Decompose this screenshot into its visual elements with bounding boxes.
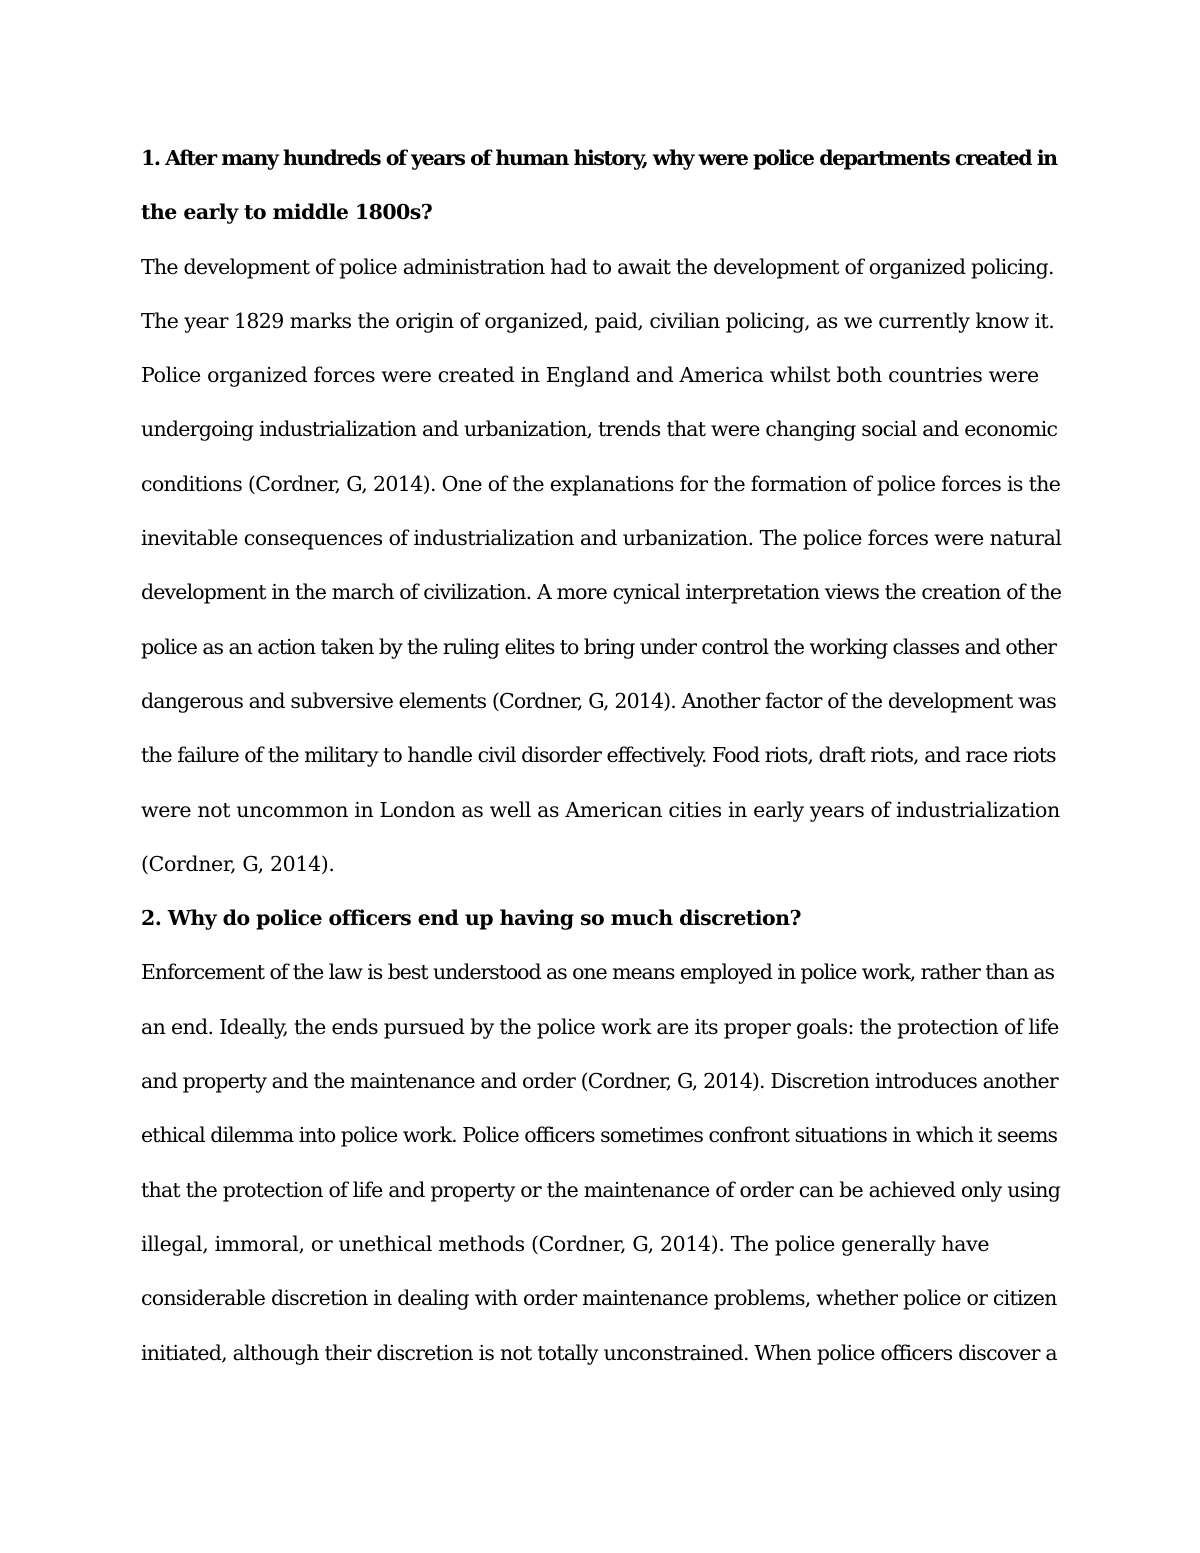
paragraph-line: an end. Ideally, the ends pursued by the police work are its proper goals: the protection of life — [141, 1014, 1059, 1039]
question-1-heading — [141, 131, 1061, 240]
paragraph-line: The development of police administration had to await the development of organized policing. — [141, 254, 1054, 279]
paragraph-line: that the protection of life and property or the maintenance of order can be achieved only using — [141, 1177, 1061, 1202]
section-2 — [141, 891, 1061, 1380]
paragraph-line: The year 1829 marks the origin of organized, paid, civilian policing, as we currently know it. — [141, 308, 1055, 333]
paragraph-line: police as an action taken by the ruling elites to bring under control the working classes and other — [141, 634, 1056, 659]
heading-line: 2. Why do police officers end up having so much discretion? — [141, 906, 801, 931]
heading-line: 1. After many hundreds of years of human history, why were police departments created in — [141, 146, 1057, 170]
document-content — [141, 131, 1061, 1380]
answer-2-paragraph — [141, 945, 1061, 1379]
paragraph-line: development in the march of civilization. A more cynical interpretation views the creation of the — [141, 580, 1062, 605]
paragraph-line: conditions (Cordner, G, 2014). One of the explanations for the formation of police forces is the — [141, 471, 1061, 496]
paragraph-line: and property and the maintenance and order (Cordner, G, 2014). Discretion introduces another — [141, 1069, 1058, 1094]
paragraph-line: the failure of the military to handle civil disorder effectively. Food riots, draft riots, and race riots — [141, 743, 1056, 768]
paragraph-line: illegal, immoral, or unethical methods (Cordner, G, 2014). The police generally have — [141, 1231, 990, 1256]
paragraph-line: ethical dilemma into police work. Police officers sometimes confront situations in which it seems — [141, 1123, 1058, 1148]
paragraph-line: were not uncommon in London as well as American cities in early years of industrialization — [141, 797, 1060, 822]
paragraph-line: initiated, although their discretion is not totally unconstrained. When police officers discover a — [141, 1340, 1057, 1365]
heading-line: the early to middle 1800s? — [141, 200, 433, 225]
paragraph-line: dangerous and subversive elements (Cordner, G, 2014). Another factor of the development was — [141, 688, 1056, 713]
paragraph-line: considerable discretion in dealing with order maintenance problems, whether police or citizen — [141, 1286, 1057, 1311]
section-1 — [141, 131, 1061, 891]
paragraph-line: undergoing industrialization and urbanization, trends that were changing social and economic — [141, 417, 1058, 442]
question-2-heading — [141, 891, 1061, 945]
paragraph-line: (Cordner, G, 2014). — [141, 851, 335, 876]
paragraph-line: inevitable consequences of industrialization and urbanization. The police forces were natural — [141, 526, 1062, 551]
paragraph-line: Enforcement of the law is best understood as one means employed in police work, rather than as — [141, 960, 1054, 985]
paragraph-line: Police organized forces were created in England and America whilst both countries were — [141, 363, 1039, 388]
answer-1-paragraph — [141, 240, 1061, 892]
